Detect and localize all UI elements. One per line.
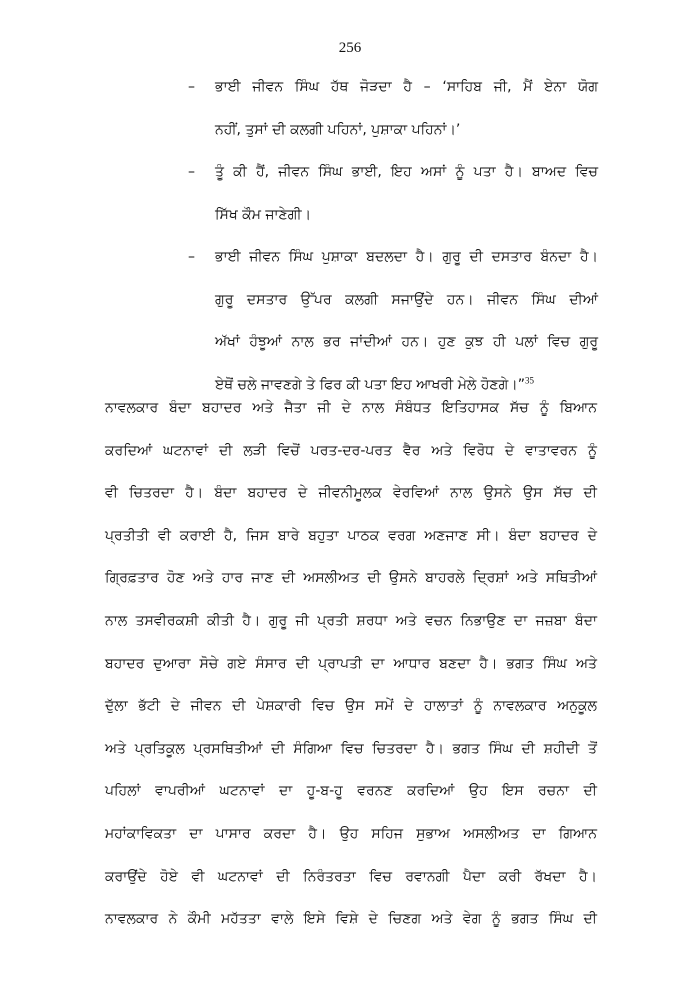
body-line: ਦੁੱਲਾ ਭੱਟੀ ਦੇ ਜੀਵਨ ਦੀ ਪੇਸ਼ਕਾਰੀ ਵਿਚ ਉਸ ਸਮੇਂ ਦੇ ਹਾਲਾਤਾਂ ਨੂੰ ਨਾਵਲਕਾਰ ਅਨੁਕੂਲ [105,698,597,715]
body-line: ਨਾਲ ਤਸਵੀਰਕਸ਼ੀ ਕੀਤੀ ਹੈ। ਗੁਰੂ ਜੀ ਪ੍ਰਤੀ ਸ਼ਰਧਾ ਅਤੇ ਵਚਨ ਨਿਭਾਉਣ ਦਾ ਜਜ਼ਬਾ ਬੰਦਾ [105,612,597,629]
quote-line: ਅੱਖਾਂ ਹੰਝੂਆਂ ਨਾਲ ਭਰ ਜਾਂਦੀਆਂ ਹਨ। ਹੁਣ ਕੁਝ ਹੀ ਪਲਾਂ ਵਿਚ ਗੁਰੂ [215,334,598,350]
body-line: ਬਹਾਦਰ ਦੁਆਰਾ ਸੋਚੇ ਗਏ ਸੰਸਾਰ ਦੀ ਪ੍ਰਾਪਤੀ ਦਾ ਆਧਾਰ ਬਣਦਾ ਹੈ। ਭਗਤ ਸਿੰਘ ਅਤੇ [105,655,597,672]
body-line: ਨਾਵਲਕਾਰ ਬੰਦਾ ਬਹਾਦਰ ਅਤੇ ਜੈਤਾ ਜੀ ਦੇ ਨਾਲ ਸੰਬੰਧਤ ਇਤਿਹਾਸਕ ਸੱਚ ਨੂੰ ਬਿਆਨ [105,400,597,416]
body-line: ਵੀ ਚਿਤਰਦਾ ਹੈ। ਬੰਦਾ ਬਹਾਦਰ ਦੇ ਜੀਵਨੀਮੂਲਕ ਵੇਰਵਿਆਂ ਨਾਲ ਉਸਨੇ ਉਸ ਸੱਚ ਦੀ [105,485,597,502]
body-line: ਪ੍ਰਤੀਤੀ ਵੀ ਕਰਾਈ ਹੈ, ਜਿਸ ਬਾਰੇ ਬਹੁਤਾ ਪਾਠਕ ਵਰਗ ਅਣਜਾਣ ਸੀ। ਬੰਦਾ ਬਹਾਦਰ ਦੇ [105,527,597,544]
body-line: ਕਰਦਿਆਂ ਘਟਨਾਵਾਂ ਦੀ ਲੜੀ ਵਿਚੋਂ ਪਰਤ-ਦਰ-ਪਰਤ ਵੈਰ ਅਤੇ ਵਿਰੋਧ ਦੇ ਵਾਤਾਵਰਨ ਨੂੰ [105,442,597,459]
body-paragraph [105,387,597,941]
quote-line: ਭਾਈ ਜੀਵਨ ਸਿੰਘ ਪੁਸ਼ਾਕਾ ਬਦਲਦਾ ਹੈ। ਗੁਰੂ ਦੀ ਦਸਤਾਰ ਬੰਨਦਾ ਹੈ। [215,249,598,265]
quote-item [188,151,598,236]
dialogue-quote-block [188,66,598,406]
dash-bullet: – [188,79,195,95]
quote-item [188,236,598,406]
body-line: ਪਹਿਲਾਂ ਵਾਪਰੀਆਂ ਘਟਨਾਵਾਂ ਦਾ ਹੂ-ਬ-ਹੂ ਵਰਨਣ ਕਰਦਿਆਂ ਉਹ ਇਸ ਰਚਨਾ ਦੀ [105,783,597,800]
quote-item [188,66,598,151]
dash-bullet: – [188,249,195,265]
quote-line: ਭਾਈ ਜੀਵਨ ਸਿੰਘ ਹੱਥ ਜੋੜਦਾ ਹੈ – ‘ਸਾਹਿਬ ਜੀ, ਮੈਂ ਏਨਾ ਯੋਗ [215,79,598,95]
body-line: ਕਰਾਉਂਦੇ ਹੋਏ ਵੀ ਘਟਨਾਵਾਂ ਦੀ ਨਿਰੰਤਰਤਾ ਵਿਚ ਰਵਾਨਗੀ ਪੈਦਾ ਕਰੀ ਰੱਖਦਾ ਹੈ। [105,868,597,885]
quote-line: ਤੂੰ ਕੀ ਹੈਂ, ਜੀਵਨ ਸਿੰਘ ਭਾਈ, ਇਹ ਅਸਾਂ ਨੂੰ ਪਤਾ ਹੈ। ਬਾਅਦ ਵਿਚ [215,164,598,180]
quote-line: ਗੁਰੂ ਦਸਤਾਰ ਉੱਪਰ ਕਲਗੀ ਸਜਾਉਂਦੇ ਹਨ। ਜੀਵਨ ਸਿੰਘ ਦੀਆਂ [215,291,598,308]
page-number: 256 [338,40,362,56]
quote-line: ਸਿੱਖ ਕੌਮ ਜਾਣੇਗੀ। [215,206,312,223]
dash-bullet: – [188,164,195,180]
footnote-reference: 35 [524,374,534,385]
body-line: ਨਾਵਲਕਾਰ ਨੇ ਕੌਮੀ ਮਹੱਤਤਾ ਵਾਲੇ ਇਸੇ ਵਿਸ਼ੇ ਦੇ ਚਿਣਗ ਅਤੇ ਵੇਗ ਨੂੰ ਭਗਤ ਸਿੰਘ ਦੀ [105,911,597,928]
body-line: ਮਹਾਂਕਾਵਿਕਤਾ ਦਾ ਪਾਸਾਰ ਕਰਦਾ ਹੈ। ਉਹ ਸਹਿਜ ਸੁਭਾਅ ਅਸਲੀਅਤ ਦਾ ਗਿਆਨ [105,825,597,842]
quote-line: ਨਹੀਂ, ਤੁਸਾਂ ਦੀ ਕਲਗੀ ਪਹਿਨਾਂ, ਪੁਸ਼ਾਕਾ ਪਹਿਨਾਂ।’ [215,121,461,138]
body-line: ਗ੍ਰਿਫ਼ਤਾਰ ਹੋਣ ਅਤੇ ਹਾਰ ਜਾਣ ਦੀ ਅਸਲੀਅਤ ਦੀ ਉਸਨੇ ਬਾਹਰਲੇ ਦ੍ਰਿਸ਼ਾਂ ਅਤੇ ਸਥਿਤੀਆਂ [105,570,597,587]
quote-line-text: ਏਥੋਂ ਚਲੇ ਜਾਵਣਗੇ ਤੇ ਫਿਰ ਕੀ ਪਤਾ ਇਹ ਆਖਰੀ ਮੇਲੇ ਹੋਣਗੇ।” [215,376,525,393]
body-line: ਅਤੇ ਪ੍ਰਤਿਕੂਲ ਪ੍ਰਸਥਿਤੀਆਂ ਦੀ ਸੰਗਿਆ ਵਿਚ ਚਿਤਰਦਾ ਹੈ। ਭਗਤ ਸਿੰਘ ਦੀ ਸ਼ਹੀਦੀ ਤੋਂ [105,740,597,757]
